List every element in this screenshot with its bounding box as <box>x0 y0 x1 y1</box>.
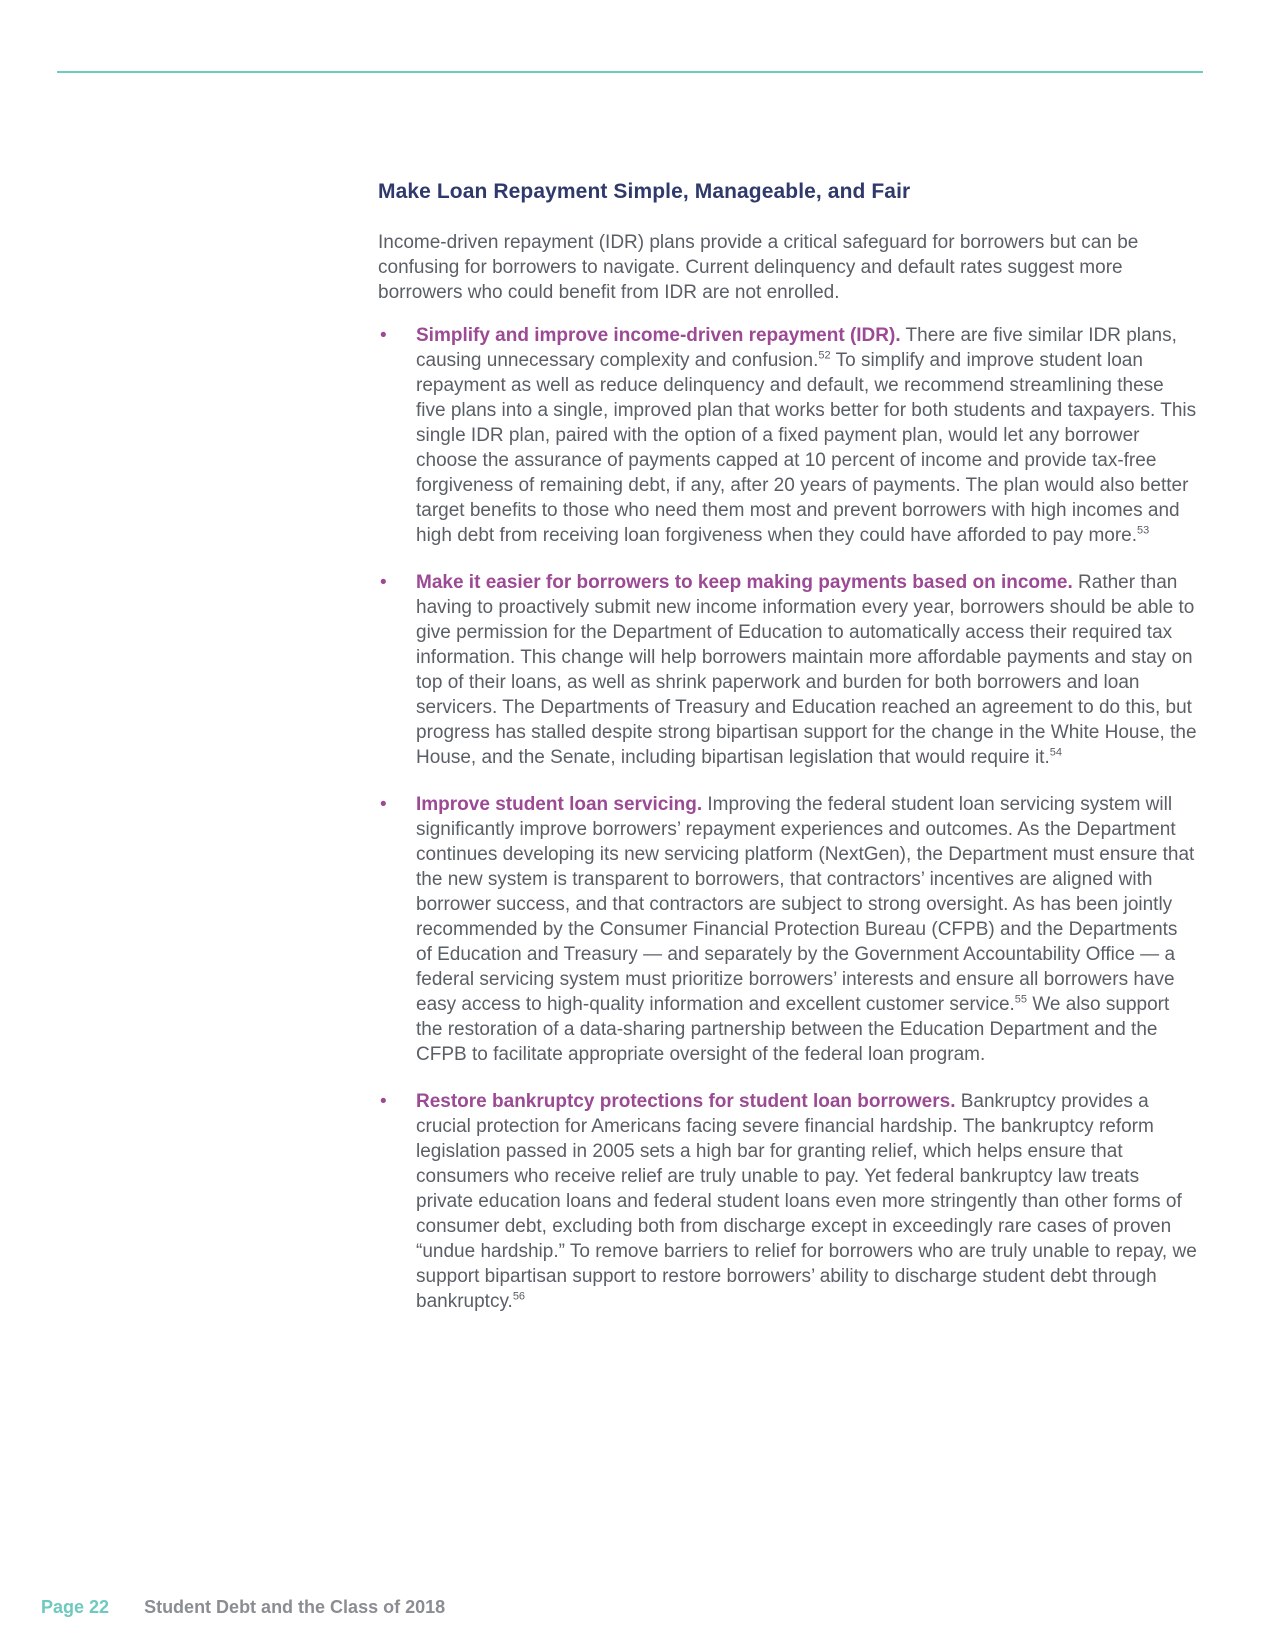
item-text: Rather than having to proactively submit new income information every year, borrowers should be able to give permission for the Department of Education to automatically access their required tax information. This change will help borrowers maintain more affordable payments and stay on top of their loans, as well as shrink paperwork and burden for both borrowers and loan servicers. The Departments of Treasury and Education reached an agreement to do this, but progress has stalled despite strong bipartisan support for the change in the White House, the House, and the Senate, including bipartisan legislation that would require it. <box>416 572 1197 768</box>
item-lead: Restore bankruptcy protections for student loan borrowers. <box>416 1091 956 1112</box>
recommendation-list <box>378 323 1198 1314</box>
footnote-ref: 54 <box>1049 746 1062 759</box>
footnote-ref: 55 <box>1014 993 1028 1006</box>
item-text: To simplify and improve student loan repayment as well as reduce delinquency and default, we recommend streamlining these five plans into a single, improved plan that works better for both students and taxpayers. This single IDR plan, paired with the option of a fixed payment plan, would let any borrower choose the assurance of payments capped at 10 percent of income and provide tax-free forgiveness of remaining debt, if any, after 20 years of payments. The plan would also better target benefits to those who need them most and prevent borrowers with high incomes and high debt from receiving loan forgiveness when they could have afforded to pay more. <box>416 350 1197 546</box>
bullet-icon: • <box>380 325 387 346</box>
footnote-ref: 52 <box>818 349 831 362</box>
bullet-icon: • <box>380 572 387 593</box>
item-lead: Simplify and improve income-driven repayment (IDR). <box>416 325 901 346</box>
list-item <box>378 1089 1198 1314</box>
header-rule <box>57 71 1203 73</box>
item-text: We also support the restoration of a data-sharing partnership between the Education Department and the CFPB to facilitate appropriate oversight of the federal loan program. <box>416 994 1170 1065</box>
section-heading: Make Loan Repayment Simple, Manageable, and Fair <box>378 180 911 203</box>
list-item <box>378 570 1198 770</box>
bullet-icon: • <box>380 794 387 815</box>
item-lead: Make it easier for borrowers to keep making payments based on income. <box>416 572 1073 593</box>
item-text: There are five similar IDR plans, causing unnecessary complexity and confusion. <box>416 325 1177 371</box>
item-text: Improving the federal student loan servicing system will significantly improve borrowers’ repayment experiences and outcomes. As the Department continues developing its new servicing platform (NextGen), the Department must ensure that the new system is transparent to borrowers, that contractors’ incentives are aligned with borrower success, and that contractors are subject to strong oversight. As has been jointly recommended by the Consumer Financial Protection Bureau (CFPB) and the Departments of Education and Treasury — and separately by the Government Accountability Office — a federal servicing system must prioritize borrowers’ interests and ensure all borrowers have easy access to high-quality information and excellent customer service. <box>416 794 1195 1015</box>
main-content <box>378 180 1198 1336</box>
page-footer <box>41 1597 445 1618</box>
bullet-icon: • <box>380 1091 387 1112</box>
footnote-ref: 56 <box>512 1290 526 1303</box>
page-number: Page 22 <box>41 1597 110 1617</box>
item-lead: Improve student loan servicing. <box>416 794 703 815</box>
document-title: Student Debt and the Class of 2018 <box>144 1597 446 1617</box>
list-item <box>378 792 1198 1067</box>
footnote-ref: 53 <box>1137 524 1150 537</box>
intro-paragraph: Income-driven repayment (IDR) plans provide a critical safeguard for borrowers but can be confusing for borrowers to navigate. Current delinquency and default rates suggest more borrowers who could benefit from IDR are not enrolled. <box>378 232 1139 303</box>
list-item <box>378 323 1198 548</box>
item-text: Bankruptcy provides a crucial protection for Americans facing severe financial hardship. The bankruptcy reform legislation passed in 2005 sets a high bar for granting relief, which helps ensure that consumers who receive relief are truly unable to pay. Yet federal bankruptcy law treats private education loans and federal student loans even more stringently than other forms of consumer debt, excluding both from discharge except in exceedingly rare cases of proven “undue hardship.” To remove barriers to relief for borrowers who are truly unable to repay, we support bipartisan support to restore borrowers’ ability to discharge student debt through bankruptcy. <box>416 1091 1197 1312</box>
